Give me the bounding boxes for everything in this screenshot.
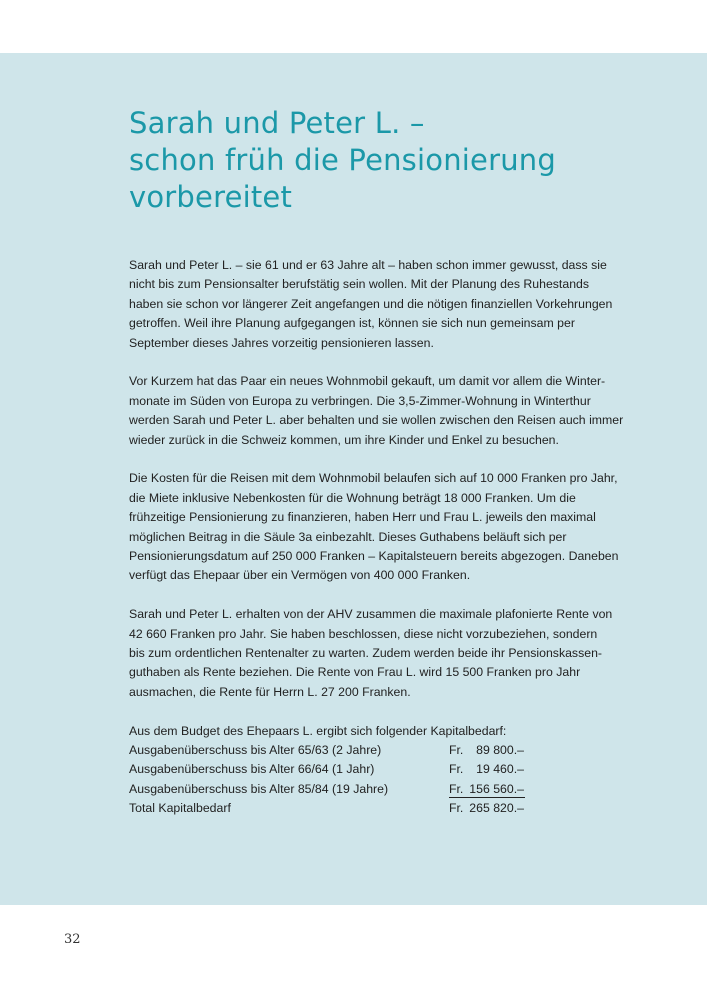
text-line: Pensionierungsdatum auf 250 000 Franken – Kapitalsteuern bereits abgezogen. Daneben — [129, 549, 619, 564]
text-line: wieder zurück in die Schweiz kommen, um ihre Kinder und Enkel zu besuchen. — [129, 432, 559, 447]
budget-row-label: Ausgabenüberschuss bis Alter 66/64 (1 Jahr) — [129, 762, 375, 777]
text-line: verfügt das Ehepaar über ein Vermögen von 400 000 Franken. — [129, 568, 471, 583]
text-line: September dieses Jahres vorzeitig pensionieren lassen. — [129, 335, 434, 350]
budget-row-label: Ausgabenüberschuss bis Alter 85/84 (19 Jahre) — [129, 781, 389, 796]
text-line: Sarah und Peter L. – sie 61 und er 63 Jahre alt – haben schon immer gewusst, dass sie — [129, 258, 607, 272]
text-line: Sarah und Peter L. erhalten von der AHV zusammen die maximale plafonierte Rente von — [129, 607, 613, 622]
budget-row-amount: 19 460.– — [476, 762, 524, 777]
budget-total-row — [129, 799, 639, 818]
budget-row-amount: 156 560.– — [469, 781, 524, 796]
text-line: frühzeitige Pensionierung zu finanzieren, haben Herr und Frau L. jeweils den maximal — [129, 510, 596, 525]
text-line: nicht bis zum Pensionsalter berufstätig sein wollen. Mit der Planung des Ruhestands — [129, 277, 590, 292]
page-title — [129, 105, 649, 216]
budget-row — [129, 760, 639, 779]
budget-row-currency: Fr. — [449, 743, 464, 758]
page-number: 32 — [64, 932, 81, 947]
text-line: ausmachen, die Rente für Herrn L. 27 200 Franken. — [129, 684, 411, 699]
budget-row-amount: 89 800.– — [476, 743, 524, 758]
budget-table — [129, 722, 639, 819]
paragraph-intro — [129, 256, 639, 353]
text-line: werden Sarah und Peter L. aber behalten und sie wollen zwischen den Reisen auch immer — [129, 413, 624, 428]
text-line: Vor Kurzem hat das Paar ein neues Wohnmobil gekauft, um damit vor allem die Winter- — [129, 374, 606, 389]
budget-total-label: Total Kapitalbedarf — [129, 801, 231, 816]
title-line: Sarah und Peter L. – — [129, 106, 425, 140]
budget-total-currency: Fr. — [449, 801, 464, 816]
sum-underline — [449, 797, 525, 798]
text-line: die Miete inklusive Nebenkosten für die Wohnung beträgt 18 000 Franken. Um die — [129, 490, 576, 505]
text-line: 42 660 Franken pro Jahr. Sie haben beschlossen, diese nicht vorzubeziehen, sondern — [129, 626, 598, 641]
budget-intro: Aus dem Budget des Ehepaars L. ergibt sich folgender Kapitalbedarf: — [129, 723, 507, 738]
budget-row-currency: Fr. — [449, 762, 464, 777]
text-line: haben sie schon vor längerer Zeit angefangen und die nötigen finanziellen Vorkehrungen — [129, 296, 613, 311]
budget-total-amount: 265 820.– — [469, 801, 524, 816]
paragraph-rente — [129, 605, 639, 702]
paragraph-wohnmobil — [129, 372, 639, 450]
budget-row — [129, 741, 639, 760]
title-line: schon früh die Pensionierung — [129, 143, 556, 177]
budget-row-currency: Fr. — [449, 781, 464, 796]
paragraph-kosten — [129, 469, 639, 585]
text-line: möglichen Beitrag in die Säule 3a einbezahlt. Dieses Guthabens beläuft sich per — [129, 529, 567, 544]
title-line: vorbereitet — [129, 180, 293, 214]
text-line: getroffen. Weil ihre Planung aufgegangen ist, können sie sich nun gemeinsam per — [129, 316, 575, 331]
text-line: guthaben als Rente beziehen. Die Rente von Frau L. wird 15 500 Franken pro Jahr — [129, 665, 581, 680]
budget-row-label: Ausgabenüberschuss bis Alter 65/63 (2 Jahre) — [129, 743, 382, 758]
text-line: bis zum ordentlichen Rentenalter zu warten. Zudem werden beide ihr Pensionskassen- — [129, 646, 602, 661]
budget-row — [129, 780, 639, 799]
text-line: Die Kosten für die Reisen mit dem Wohnmobil belaufen sich auf 10 000 Franken pro Jahr, — [129, 471, 618, 486]
text-line: monate im Süden von Europa zu verbringen. Die 3,5-Zimmer-Wohnung in Winterthur — [129, 393, 591, 408]
article-body — [129, 256, 639, 819]
